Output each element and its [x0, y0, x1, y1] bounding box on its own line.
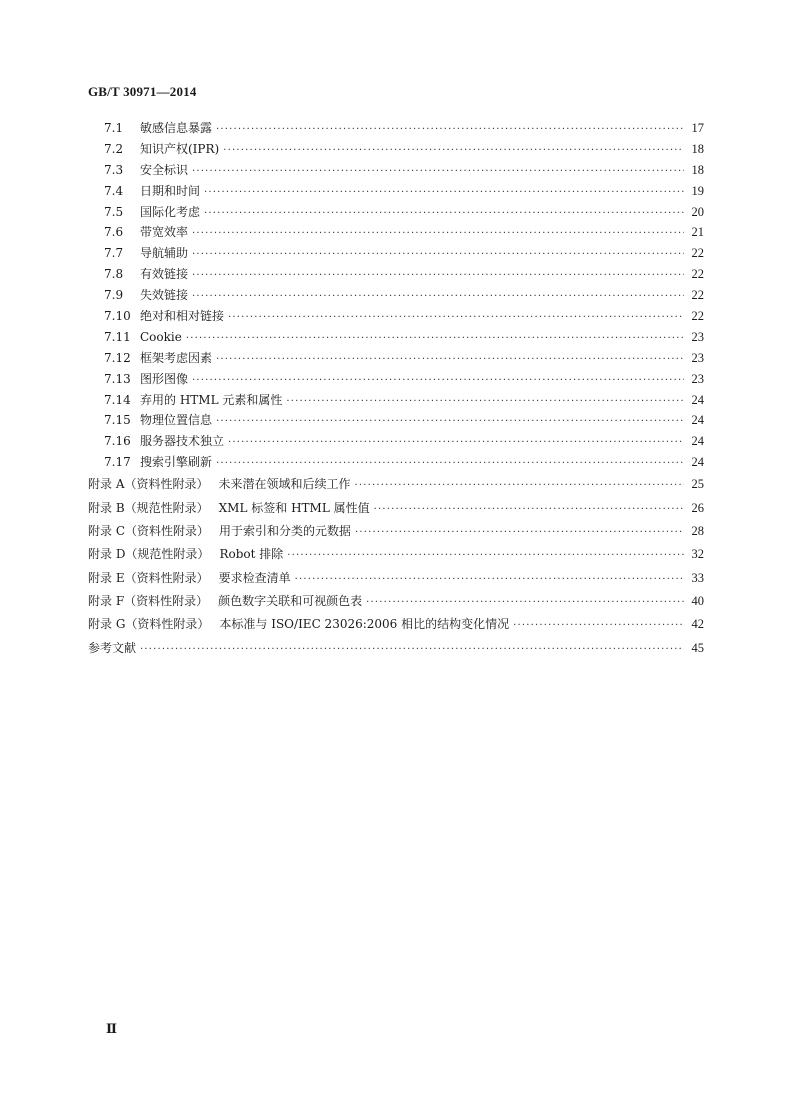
- toc-entry-title: 图形图像: [140, 371, 189, 386]
- toc-entry-number: 7.3: [104, 162, 124, 177]
- toc-entry-section[interactable]: [88, 222, 704, 243]
- toc-entry-number: 7.7: [104, 246, 124, 261]
- leader-dots: [228, 308, 684, 329]
- toc-sections: [88, 118, 704, 473]
- toc-entry-number: 7.13: [104, 371, 131, 386]
- toc-entry-page: 23: [691, 350, 704, 365]
- toc-entry-title: 失效链接: [140, 288, 189, 303]
- toc-entry-section[interactable]: [88, 410, 704, 431]
- toc-entry-title: 本标准与 ISO/IEC 23026:2006 相比的结构变化情况: [219, 617, 510, 632]
- toc-entry-section[interactable]: [88, 264, 704, 285]
- toc-entry-title: 安全标识: [140, 162, 189, 177]
- toc-entry-number: 7.9: [104, 288, 124, 303]
- toc-entry-page: 22: [691, 246, 704, 261]
- leader-dots: [366, 591, 684, 614]
- toc-entry-page: 18: [691, 162, 704, 177]
- leader-dots: [192, 266, 684, 287]
- toc-entry-number: 7.16: [104, 434, 131, 449]
- toc-entry-page: 40: [691, 594, 704, 609]
- toc-entry-title: 未来潜在领域和后续工作: [218, 477, 351, 492]
- leader-dots: [140, 638, 684, 661]
- toc-entry-title: 颜色数字关联和可视颜色表: [218, 594, 363, 609]
- leader-dots: [355, 474, 685, 497]
- toc-entry-page: 18: [691, 141, 704, 156]
- toc-entry-page: 42: [691, 617, 704, 632]
- toc-entry-page: 24: [691, 392, 704, 407]
- toc-entry-section[interactable]: [88, 202, 704, 223]
- toc-entry-section[interactable]: [88, 452, 704, 473]
- leader-dots: [192, 224, 684, 245]
- toc-entry-annex-label: 附录 B（规范性附录）: [88, 500, 209, 515]
- toc-entry-section[interactable]: [88, 139, 704, 160]
- toc-entry-number: 7.2: [104, 141, 124, 156]
- toc-entry-title: Cookie: [140, 329, 182, 344]
- toc-entry-page: 22: [691, 309, 704, 324]
- leader-dots: [216, 454, 684, 475]
- toc-entry-section[interactable]: [88, 306, 704, 327]
- toc-entry-page: 24: [691, 455, 704, 470]
- toc-entry-page: 26: [691, 500, 704, 515]
- toc-entry-annex-label: 附录 G（资料性附录）: [88, 617, 210, 632]
- toc-entry-section[interactable]: [88, 118, 704, 139]
- leader-dots: [287, 544, 684, 567]
- toc-entry-title: 敏感信息暴露: [140, 121, 213, 135]
- leader-dots: [186, 329, 684, 350]
- toc-entry-page: 32: [691, 547, 704, 562]
- toc-entry-number: 7.8: [104, 267, 124, 282]
- toc-entry-number: 7.6: [104, 225, 124, 240]
- toc-entry-title: 导航辅助: [140, 246, 189, 261]
- toc-entry-title: 弃用的 HTML 元素和属性: [140, 392, 283, 407]
- toc-entry-section[interactable]: [88, 327, 704, 348]
- toc-entry-annex-label: 附录 D（规范性附录）: [88, 547, 210, 562]
- leader-dots: [192, 162, 684, 183]
- toc-entry-annex-label: 附录 E（资料性附录）: [88, 570, 209, 585]
- toc-entry-number: 7.14: [104, 392, 131, 407]
- toc-entry-title: 绝对和相对链接: [140, 309, 225, 324]
- toc-entry-page: 25: [691, 477, 704, 492]
- leader-dots: [192, 287, 684, 308]
- toc-entry-title: 知识产权(IPR): [140, 141, 220, 156]
- toc-entry-section[interactable]: [88, 369, 704, 390]
- toc-entry-page: 17: [691, 121, 704, 135]
- toc-entry-page: 33: [691, 570, 704, 585]
- leader-dots: [374, 498, 684, 521]
- toc-entry-section[interactable]: [88, 160, 704, 181]
- toc-annexes: [88, 473, 704, 637]
- toc-entry-number: 7.15: [104, 413, 131, 428]
- standard-id-header: GB/T 30971—2014: [88, 84, 197, 99]
- toc-entry-section[interactable]: [88, 243, 704, 264]
- toc-entry-number: 7.5: [104, 204, 124, 219]
- toc-entry-title: 用于索引和分类的元数据: [219, 523, 352, 538]
- toc-entry-section[interactable]: [88, 390, 704, 411]
- toc-entry-annex[interactable]: [88, 543, 704, 566]
- toc-entry-page: 22: [691, 288, 704, 303]
- toc-entry-number: 7.12: [104, 350, 131, 365]
- toc-entry-bibliography[interactable]: [88, 637, 704, 660]
- toc-entry-title: 带宽效率: [140, 225, 189, 240]
- toc-entry-title: 搜索引擎刷新: [140, 455, 213, 470]
- toc-entry-annex[interactable]: [88, 590, 704, 613]
- toc-entry-annex-label: 附录 C（资料性附录）: [88, 523, 209, 538]
- leader-dots: [192, 245, 684, 266]
- leader-dots: [228, 433, 684, 454]
- page-number-footer: Ⅱ: [106, 1021, 117, 1036]
- toc-entry-annex-label: 附录 A（资料性附录）: [88, 477, 209, 492]
- toc-entry-page: 24: [691, 413, 704, 428]
- table-of-contents: [88, 118, 704, 660]
- toc-entry-page: 23: [691, 371, 704, 386]
- toc-entry-page: 45: [691, 640, 704, 655]
- toc-entry-title: 国际化考虑: [140, 204, 201, 219]
- leader-dots: [513, 614, 684, 637]
- toc-entry-title: 日期和时间: [140, 183, 201, 198]
- toc-entry-title: 要求检查清单: [218, 570, 291, 585]
- toc-entry-page: 19: [691, 183, 704, 198]
- toc-entry-annex[interactable]: [88, 567, 704, 590]
- toc-entry-annex-label: 附录 F（资料性附录）: [88, 594, 209, 609]
- leader-dots: [216, 412, 684, 433]
- toc-entry-section[interactable]: [88, 348, 704, 369]
- toc-entry-title: 有效链接: [140, 267, 189, 282]
- toc-entry-page: 22: [691, 267, 704, 282]
- toc-entry-page: 23: [691, 329, 704, 344]
- toc-entry-annex[interactable]: [88, 497, 704, 520]
- toc-entry-section[interactable]: [88, 285, 704, 306]
- toc-entry-title: 参考文献: [88, 640, 137, 655]
- toc-entry-number: 7.17: [104, 455, 131, 470]
- toc-entry-number: 7.4: [104, 183, 124, 198]
- toc-entry-title: 框架考虑因素: [140, 350, 213, 365]
- leader-dots: [355, 521, 684, 544]
- toc-entry-number: 7.1: [104, 121, 124, 135]
- toc-entry-page: 24: [691, 434, 704, 449]
- toc-entry-title: 服务器技术独立: [140, 434, 225, 449]
- toc-entry-title: XML 标签和 HTML 属性值: [218, 500, 370, 515]
- toc-entry-page: 28: [691, 523, 704, 538]
- leader-dots: [204, 183, 684, 204]
- toc-entry-section[interactable]: [88, 431, 704, 452]
- leader-dots: [204, 204, 684, 225]
- leader-dots: [223, 141, 684, 162]
- leader-dots: [286, 392, 684, 413]
- leader-dots: [295, 568, 684, 591]
- toc-entry-annex[interactable]: [88, 613, 704, 636]
- leader-dots: [216, 350, 684, 371]
- toc-entry-title: Robot 排除: [219, 547, 284, 562]
- toc-entry-annex[interactable]: [88, 520, 704, 543]
- toc-entry-page: 21: [691, 225, 704, 240]
- toc-entry-number: 7.10: [104, 309, 131, 324]
- toc-entry-number: 7.11: [104, 329, 131, 344]
- leader-dots: [192, 371, 684, 392]
- toc-entry-title: 物理位置信息: [140, 413, 213, 428]
- toc-entry-section[interactable]: [88, 181, 704, 202]
- leader-dots: [216, 120, 684, 141]
- toc-entry-annex[interactable]: [88, 473, 704, 496]
- toc-entry-page: 20: [691, 204, 704, 219]
